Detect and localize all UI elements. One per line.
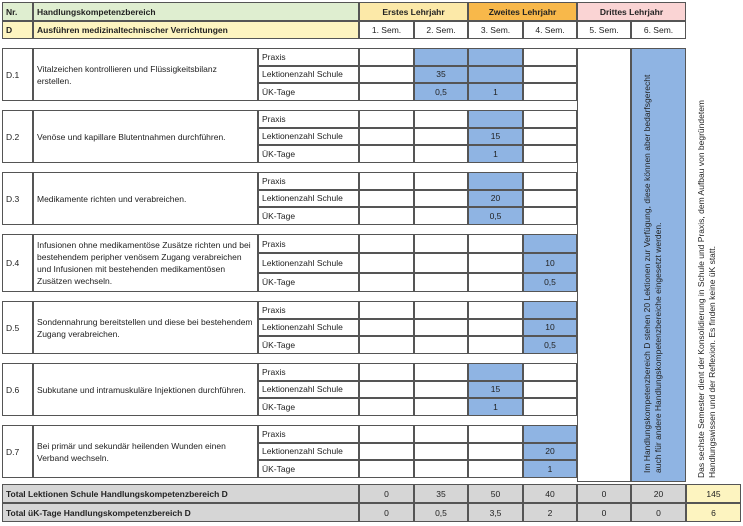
praxis-cell [468, 48, 523, 66]
schule-cell [523, 128, 577, 146]
uek-cell [523, 207, 577, 225]
schule-cell [359, 319, 414, 337]
total-value: 35 [414, 484, 468, 503]
row-label: ÜK-Tage [258, 207, 359, 225]
schule-cell: 10 [523, 253, 577, 272]
uek-cell [359, 336, 414, 354]
uek-cell: 1 [468, 83, 523, 101]
praxis-cell [359, 48, 414, 66]
competency-description: Sondennahrung bereitstellen und diese bei bestehendem Zugang verabreichen. [33, 301, 258, 354]
praxis-cell [359, 234, 414, 253]
header-code: D [2, 21, 33, 39]
schule-cell: 20 [523, 443, 577, 461]
total-value: 0 [359, 503, 414, 522]
schule-cell: 15 [468, 381, 523, 399]
uek-cell [468, 460, 523, 478]
total-sum: 6 [686, 503, 741, 522]
total-value: 2 [523, 503, 577, 522]
uek-cell [523, 398, 577, 416]
semester-header-3: 3. Sem. [468, 21, 523, 39]
row-label: Lektionenzahl Schule [258, 190, 359, 208]
schule-cell [523, 381, 577, 399]
total-value: 0 [631, 503, 686, 522]
praxis-cell [523, 48, 577, 66]
row-label: Praxis [258, 172, 359, 190]
praxis-cell [468, 425, 523, 443]
competency-description: Infusionen ohne medikamentöse Zusätze richten und bei bestehendem peripher venösem Zugang verabreichen und Infusionen mit bestehenden medikamentösen Zusätzen wechseln. [33, 234, 258, 292]
schule-cell [414, 443, 468, 461]
row-label: ÜK-Tage [258, 460, 359, 478]
competency-description: Subkutane und intramuskuläre Injektionen durchführen. [33, 363, 258, 416]
row-label: ÜK-Tage [258, 336, 359, 354]
year-3-header: Drittes Lehrjahr [577, 2, 686, 21]
praxis-cell [414, 110, 468, 128]
uek-cell [468, 336, 523, 354]
competency-description: Medikamente richten und verabreichen. [33, 172, 258, 225]
praxis-cell [468, 234, 523, 253]
competency-id: D.3 [2, 172, 33, 225]
semester-header-5: 5. Sem. [577, 21, 631, 39]
praxis-cell [468, 172, 523, 190]
schule-cell: 10 [523, 319, 577, 337]
praxis-cell [359, 425, 414, 443]
praxis-cell [523, 234, 577, 253]
uek-cell: 0,5 [468, 207, 523, 225]
semester-header-4: 4. Sem. [523, 21, 577, 39]
competency-id: D.1 [2, 48, 33, 101]
schule-cell [359, 381, 414, 399]
total-value: 0 [577, 503, 631, 522]
uek-cell [414, 460, 468, 478]
competency-id: D.4 [2, 234, 33, 292]
uek-cell [523, 83, 577, 101]
row-label: Lektionenzahl Schule [258, 319, 359, 337]
competency-id: D.2 [2, 110, 33, 163]
total-sum: 145 [686, 484, 741, 503]
row-label: Lektionenzahl Schule [258, 66, 359, 84]
row-label: Lektionenzahl Schule [258, 128, 359, 146]
row-label: Praxis [258, 301, 359, 319]
year-1-header: Erstes Lehrjahr [359, 2, 468, 21]
uek-cell: 1 [523, 460, 577, 478]
uek-cell [359, 207, 414, 225]
uek-cell: 0,5 [523, 336, 577, 354]
row-label: ÜK-Tage [258, 145, 359, 163]
year-2-header: Zweites Lehrjahr [468, 2, 577, 21]
schule-cell: 15 [468, 128, 523, 146]
competency-id: D.7 [2, 425, 33, 478]
uek-cell [359, 398, 414, 416]
schule-cell [468, 319, 523, 337]
row-label: Lektionenzahl Schule [258, 381, 359, 399]
uek-cell [414, 398, 468, 416]
row-label: Lektionenzahl Schule [258, 253, 359, 272]
sem5-note-panel [631, 48, 686, 482]
competency-id: D.6 [2, 363, 33, 416]
praxis-cell [523, 425, 577, 443]
total-value: 20 [631, 484, 686, 503]
schule-cell [359, 443, 414, 461]
total-value: 50 [468, 484, 523, 503]
total-label: Total Lektionen Schule Handlungskompetenzbereich D [2, 484, 359, 503]
total-label: Total üK-Tage Handlungskompetenzbereich D [2, 503, 359, 522]
schule-cell [414, 190, 468, 208]
row-label: Praxis [258, 363, 359, 381]
header-nr: Nr. [2, 2, 33, 21]
row-label: Praxis [258, 425, 359, 443]
schule-cell [523, 190, 577, 208]
row-label: Praxis [258, 48, 359, 66]
praxis-cell [414, 48, 468, 66]
row-label: Lektionenzahl Schule [258, 443, 359, 461]
praxis-cell [523, 301, 577, 319]
praxis-cell [468, 110, 523, 128]
sem6-note: Das sechste Semester dient der Konsolidierung in Schule und Praxis, dem Aufbau von begründetem Handlungswissen und der Reflexion. Es finden keine üK statt. [696, 99, 717, 478]
uek-cell [359, 145, 414, 163]
schule-cell [414, 381, 468, 399]
row-label: Praxis [258, 110, 359, 128]
row-label: Praxis [258, 234, 359, 253]
uek-cell [414, 207, 468, 225]
uek-cell [414, 273, 468, 292]
praxis-cell [468, 363, 523, 381]
schule-cell [468, 443, 523, 461]
total-value: 0,5 [414, 503, 468, 522]
schule-cell: 20 [468, 190, 523, 208]
competency-id: D.5 [2, 301, 33, 354]
uek-cell [468, 273, 523, 292]
semester-header-6: 6. Sem. [631, 21, 686, 39]
praxis-cell [359, 301, 414, 319]
total-value: 40 [523, 484, 577, 503]
praxis-cell [523, 363, 577, 381]
total-value: 3,5 [468, 503, 523, 522]
praxis-cell [523, 172, 577, 190]
total-value: 0 [359, 484, 414, 503]
schule-cell [359, 253, 414, 272]
schule-cell [359, 66, 414, 84]
schule-cell [468, 66, 523, 84]
uek-cell [414, 336, 468, 354]
total-value: 0 [577, 484, 631, 503]
schule-cell [414, 253, 468, 272]
row-label: ÜK-Tage [258, 398, 359, 416]
praxis-cell [414, 234, 468, 253]
praxis-cell [468, 301, 523, 319]
uek-cell [359, 460, 414, 478]
row-label: ÜK-Tage [258, 83, 359, 101]
competency-description: Vitalzeichen kontrollieren und Flüssigkeitsbilanz erstellen. [33, 48, 258, 101]
schule-cell [359, 190, 414, 208]
header-area: Handlungskompetenzbereich [33, 2, 359, 21]
uek-cell [523, 145, 577, 163]
uek-cell [359, 273, 414, 292]
uek-cell [414, 145, 468, 163]
semester-header-2: 2. Sem. [414, 21, 468, 39]
praxis-cell [359, 110, 414, 128]
uek-cell [359, 83, 414, 101]
uek-cell: 0,5 [523, 273, 577, 292]
sem5-note: Im Handlungskompetenzbereich D stehen 20 Lektionen zur Verfügung, diese können aber bedarfsgerecht auch für andere Handlungskompetenzbereiche eingesetzt werden. [642, 74, 663, 473]
praxis-cell [414, 363, 468, 381]
praxis-cell [414, 172, 468, 190]
sem5-empty [577, 48, 631, 482]
semester-header-1: 1. Sem. [359, 21, 414, 39]
header-area-title: Ausführen medizinaltechnischer Verrichtungen [33, 21, 359, 39]
schule-cell [523, 66, 577, 84]
uek-cell: 0,5 [414, 83, 468, 101]
schule-cell [359, 128, 414, 146]
schule-cell [414, 128, 468, 146]
schule-cell [414, 319, 468, 337]
schule-cell [468, 253, 523, 272]
praxis-cell [523, 110, 577, 128]
praxis-cell [359, 363, 414, 381]
praxis-cell [414, 301, 468, 319]
row-label: ÜK-Tage [258, 273, 359, 292]
competency-description: Bei primär und sekundär heilenden Wunden einen Verband wechseln. [33, 425, 258, 478]
sem6-note-panel [686, 48, 741, 482]
praxis-cell [414, 425, 468, 443]
uek-cell: 1 [468, 398, 523, 416]
schule-cell: 35 [414, 66, 468, 84]
praxis-cell [359, 172, 414, 190]
competency-description: Venöse und kapillare Blutentnahmen durchführen. [33, 110, 258, 163]
uek-cell: 1 [468, 145, 523, 163]
